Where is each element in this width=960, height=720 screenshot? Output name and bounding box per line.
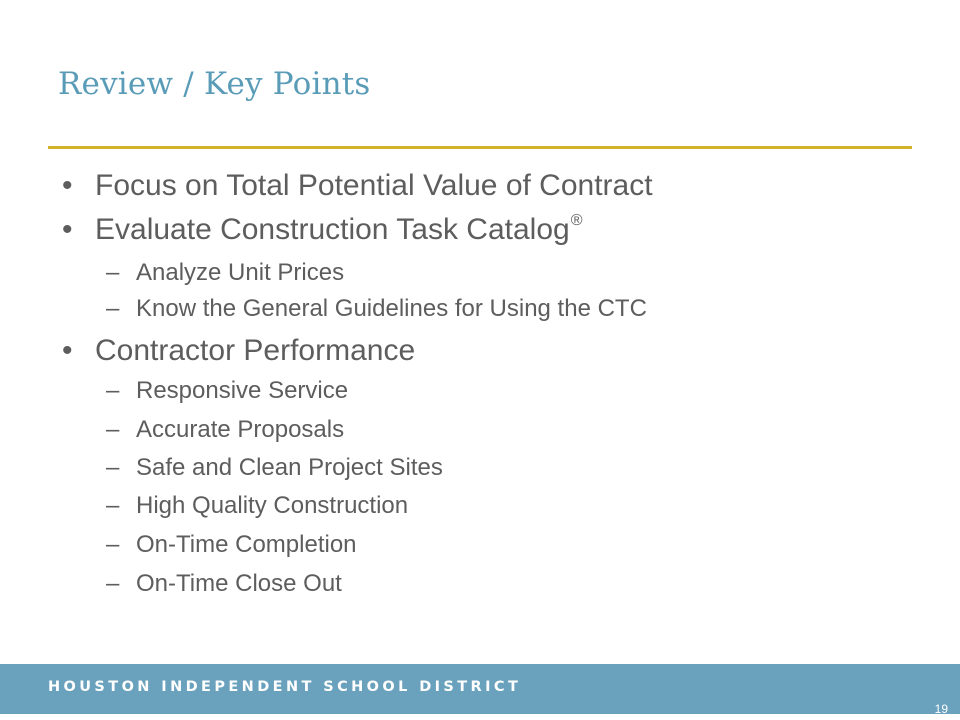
dash-marker: – bbox=[106, 570, 120, 597]
bullet-marker: • bbox=[62, 213, 73, 246]
page-number: 19 bbox=[934, 702, 948, 716]
bullet-item bbox=[62, 334, 416, 368]
sub-bullet-item bbox=[106, 454, 443, 482]
sub-bullet-item bbox=[106, 531, 357, 559]
sub-bullet-text: Analyze Unit Prices bbox=[136, 259, 345, 286]
sub-bullet-text: On-Time Completion bbox=[136, 531, 357, 558]
sub-bullet-text: Know the General Guidelines for Using the CTC bbox=[136, 295, 647, 322]
sub-bullet-text: Safe and Clean Project Sites bbox=[136, 454, 443, 481]
footer-organization: HOUSTON INDEPENDENT SCHOOL DISTRICT bbox=[48, 679, 522, 695]
bullet-text: Contractor Performance bbox=[95, 334, 416, 367]
sub-bullet-item bbox=[106, 295, 647, 323]
bullet-text: Evaluate Construction Task Catalog bbox=[95, 213, 570, 246]
dash-marker: – bbox=[106, 492, 120, 519]
sub-bullet-item bbox=[106, 570, 342, 598]
bullet-marker: • bbox=[62, 334, 73, 367]
dash-marker: – bbox=[106, 259, 120, 286]
bullet-item bbox=[62, 212, 583, 247]
sub-bullet-item bbox=[106, 492, 409, 520]
dash-marker: – bbox=[106, 531, 120, 558]
sub-bullet-text: On-Time Close Out bbox=[136, 570, 342, 597]
bullet-text: Focus on Total Potential Value of Contract bbox=[95, 169, 653, 202]
sub-bullet-text: High Quality Construction bbox=[136, 492, 409, 519]
dash-marker: – bbox=[106, 377, 120, 404]
registered-mark: ® bbox=[570, 212, 583, 229]
sub-bullet-item bbox=[106, 259, 345, 287]
dash-marker: – bbox=[106, 295, 120, 322]
dash-marker: – bbox=[106, 416, 120, 443]
sub-bullet-item bbox=[106, 377, 349, 405]
sub-bullet-text: Responsive Service bbox=[136, 377, 349, 404]
bullet-marker: • bbox=[62, 169, 73, 202]
sub-bullet-text: Accurate Proposals bbox=[136, 416, 345, 443]
slide-title: Review / Key Points bbox=[58, 66, 371, 102]
bullet-item bbox=[62, 169, 653, 203]
sub-bullet-item bbox=[106, 416, 345, 444]
title-divider bbox=[48, 146, 912, 149]
dash-marker: – bbox=[106, 454, 120, 481]
